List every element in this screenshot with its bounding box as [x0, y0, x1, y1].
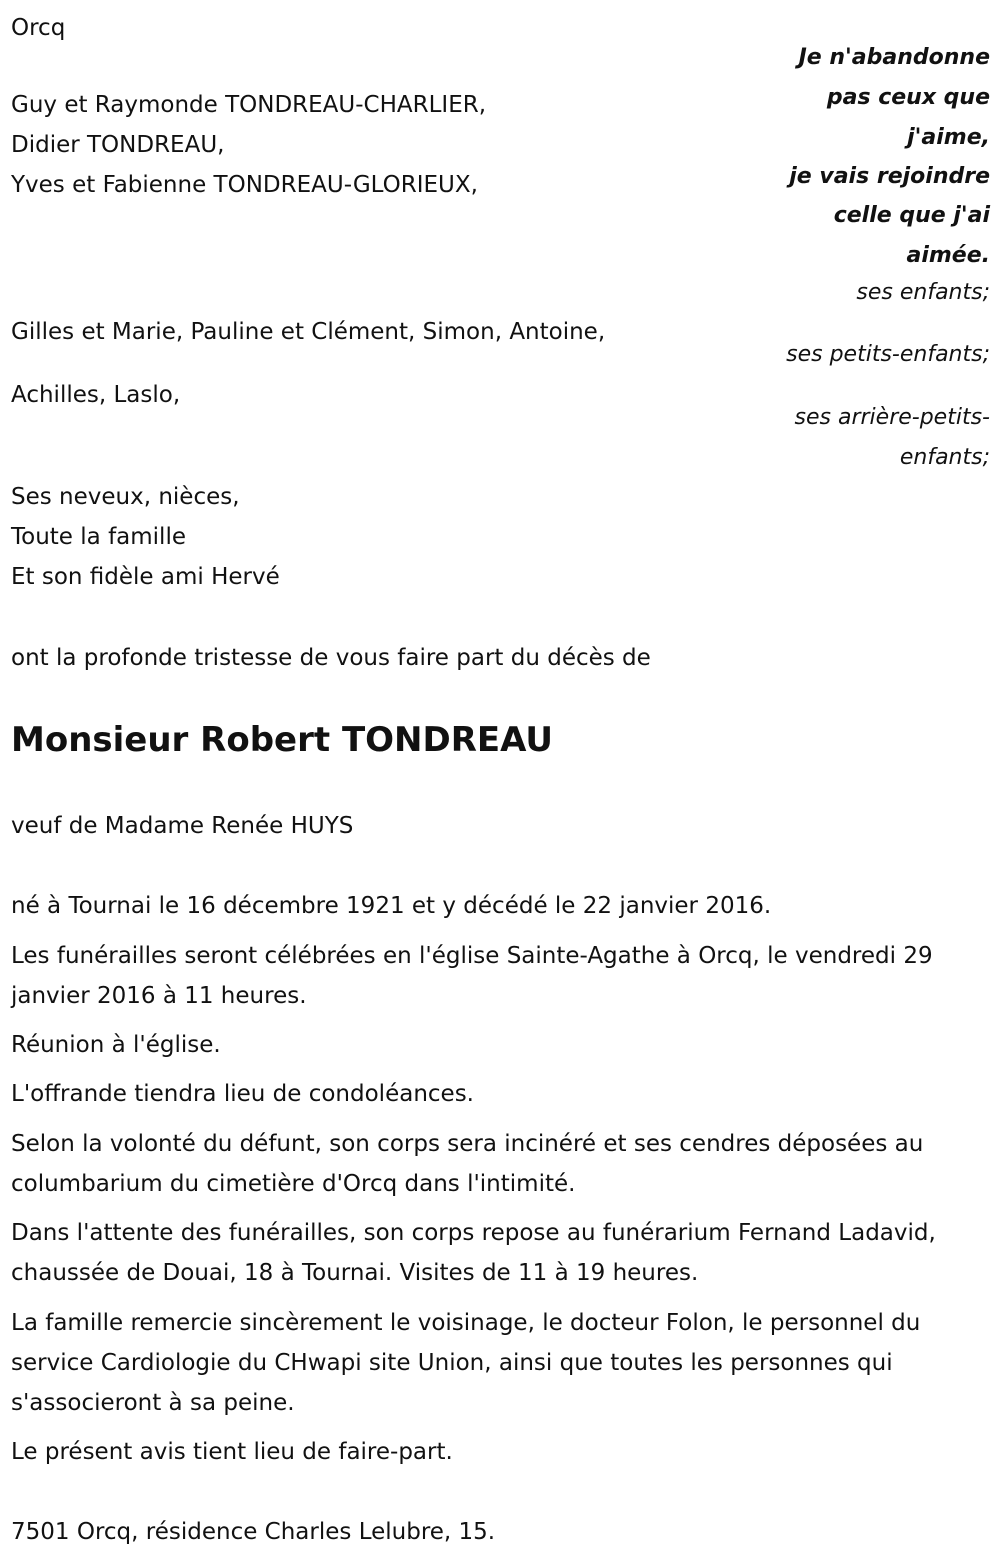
- paragraph-funerarium: Dans l'attente des funérailles, son corps repose au funérarium Fernand Ladavid, chaussée de Douai, 18 à Tournai. Visites de 11 à 19 heures.: [11, 1220, 936, 1286]
- paragraph-offering: L'offrande tiendra lieu de condoléances.: [11, 1081, 474, 1107]
- deceased-name: Monsieur Robert TONDREAU: [11, 720, 554, 760]
- place: Orcq: [11, 15, 66, 41]
- child-line: Guy et Raymonde TONDREAU-CHARLIER,: [11, 92, 487, 118]
- others-line: Ses neveux, nièces,: [11, 484, 240, 510]
- great-grandchildren: Achilles, Laslo,: [11, 382, 181, 408]
- announcement: ont la profonde tristesse de vous faire part du décès de: [11, 645, 651, 671]
- relation-grandchildren: ses petits-enfants;: [786, 342, 990, 367]
- paragraph-meeting: Réunion à l'église.: [11, 1032, 221, 1058]
- paragraph-thanks: La famille remercie sincèrement le voisinage, le docteur Folon, le personnel du service Cardiologie du CHwapi site Union, ainsi que toutes les personnes qui s'associeront à sa peine.: [11, 1310, 921, 1416]
- widower: veuf de Madame Renée HUYS: [11, 813, 354, 839]
- relation-great-grandchildren-cont: enfants;: [899, 445, 990, 470]
- others-line: Toute la famille: [11, 524, 186, 550]
- child-line: Didier TONDREAU,: [11, 132, 225, 158]
- relation-great-grandchildren: ses arrière-petits-: [794, 405, 990, 430]
- quote-line: Je n'abandonne: [798, 45, 990, 70]
- paragraph-notice: Le présent avis tient lieu de faire-part.: [11, 1439, 453, 1465]
- child-line: Yves et Fabienne TONDREAU-GLORIEUX,: [11, 172, 478, 198]
- quote-line: j'aime,: [907, 125, 990, 150]
- paragraph-cremation: Selon la volonté du défunt, son corps sera incinéré et ses cendres déposées au columbarium du cimetière d'Orcq dans l'intimité.: [11, 1131, 924, 1197]
- quote-line: pas ceux que: [826, 85, 990, 110]
- birth-death: né à Tournai le 16 décembre 1921 et y décédé le 22 janvier 2016.: [11, 893, 772, 919]
- quote-line: celle que j'ai: [833, 203, 990, 228]
- grandchildren: Gilles et Marie, Pauline et Clément, Simon, Antoine,: [11, 319, 606, 345]
- address: 7501 Orcq, résidence Charles Lelubre, 15.: [11, 1519, 496, 1545]
- quote-line: aimée.: [906, 243, 990, 268]
- relation-children: ses enfants;: [856, 280, 990, 305]
- quote-line: je vais rejoindre: [789, 164, 990, 189]
- paragraph-funeral: Les funérailles seront célébrées en l'église Sainte-Agathe à Orcq, le vendredi 29 janvier 2016 à 11 heures.: [11, 943, 933, 1009]
- others-line: Et son fidèle ami Hervé: [11, 564, 280, 590]
